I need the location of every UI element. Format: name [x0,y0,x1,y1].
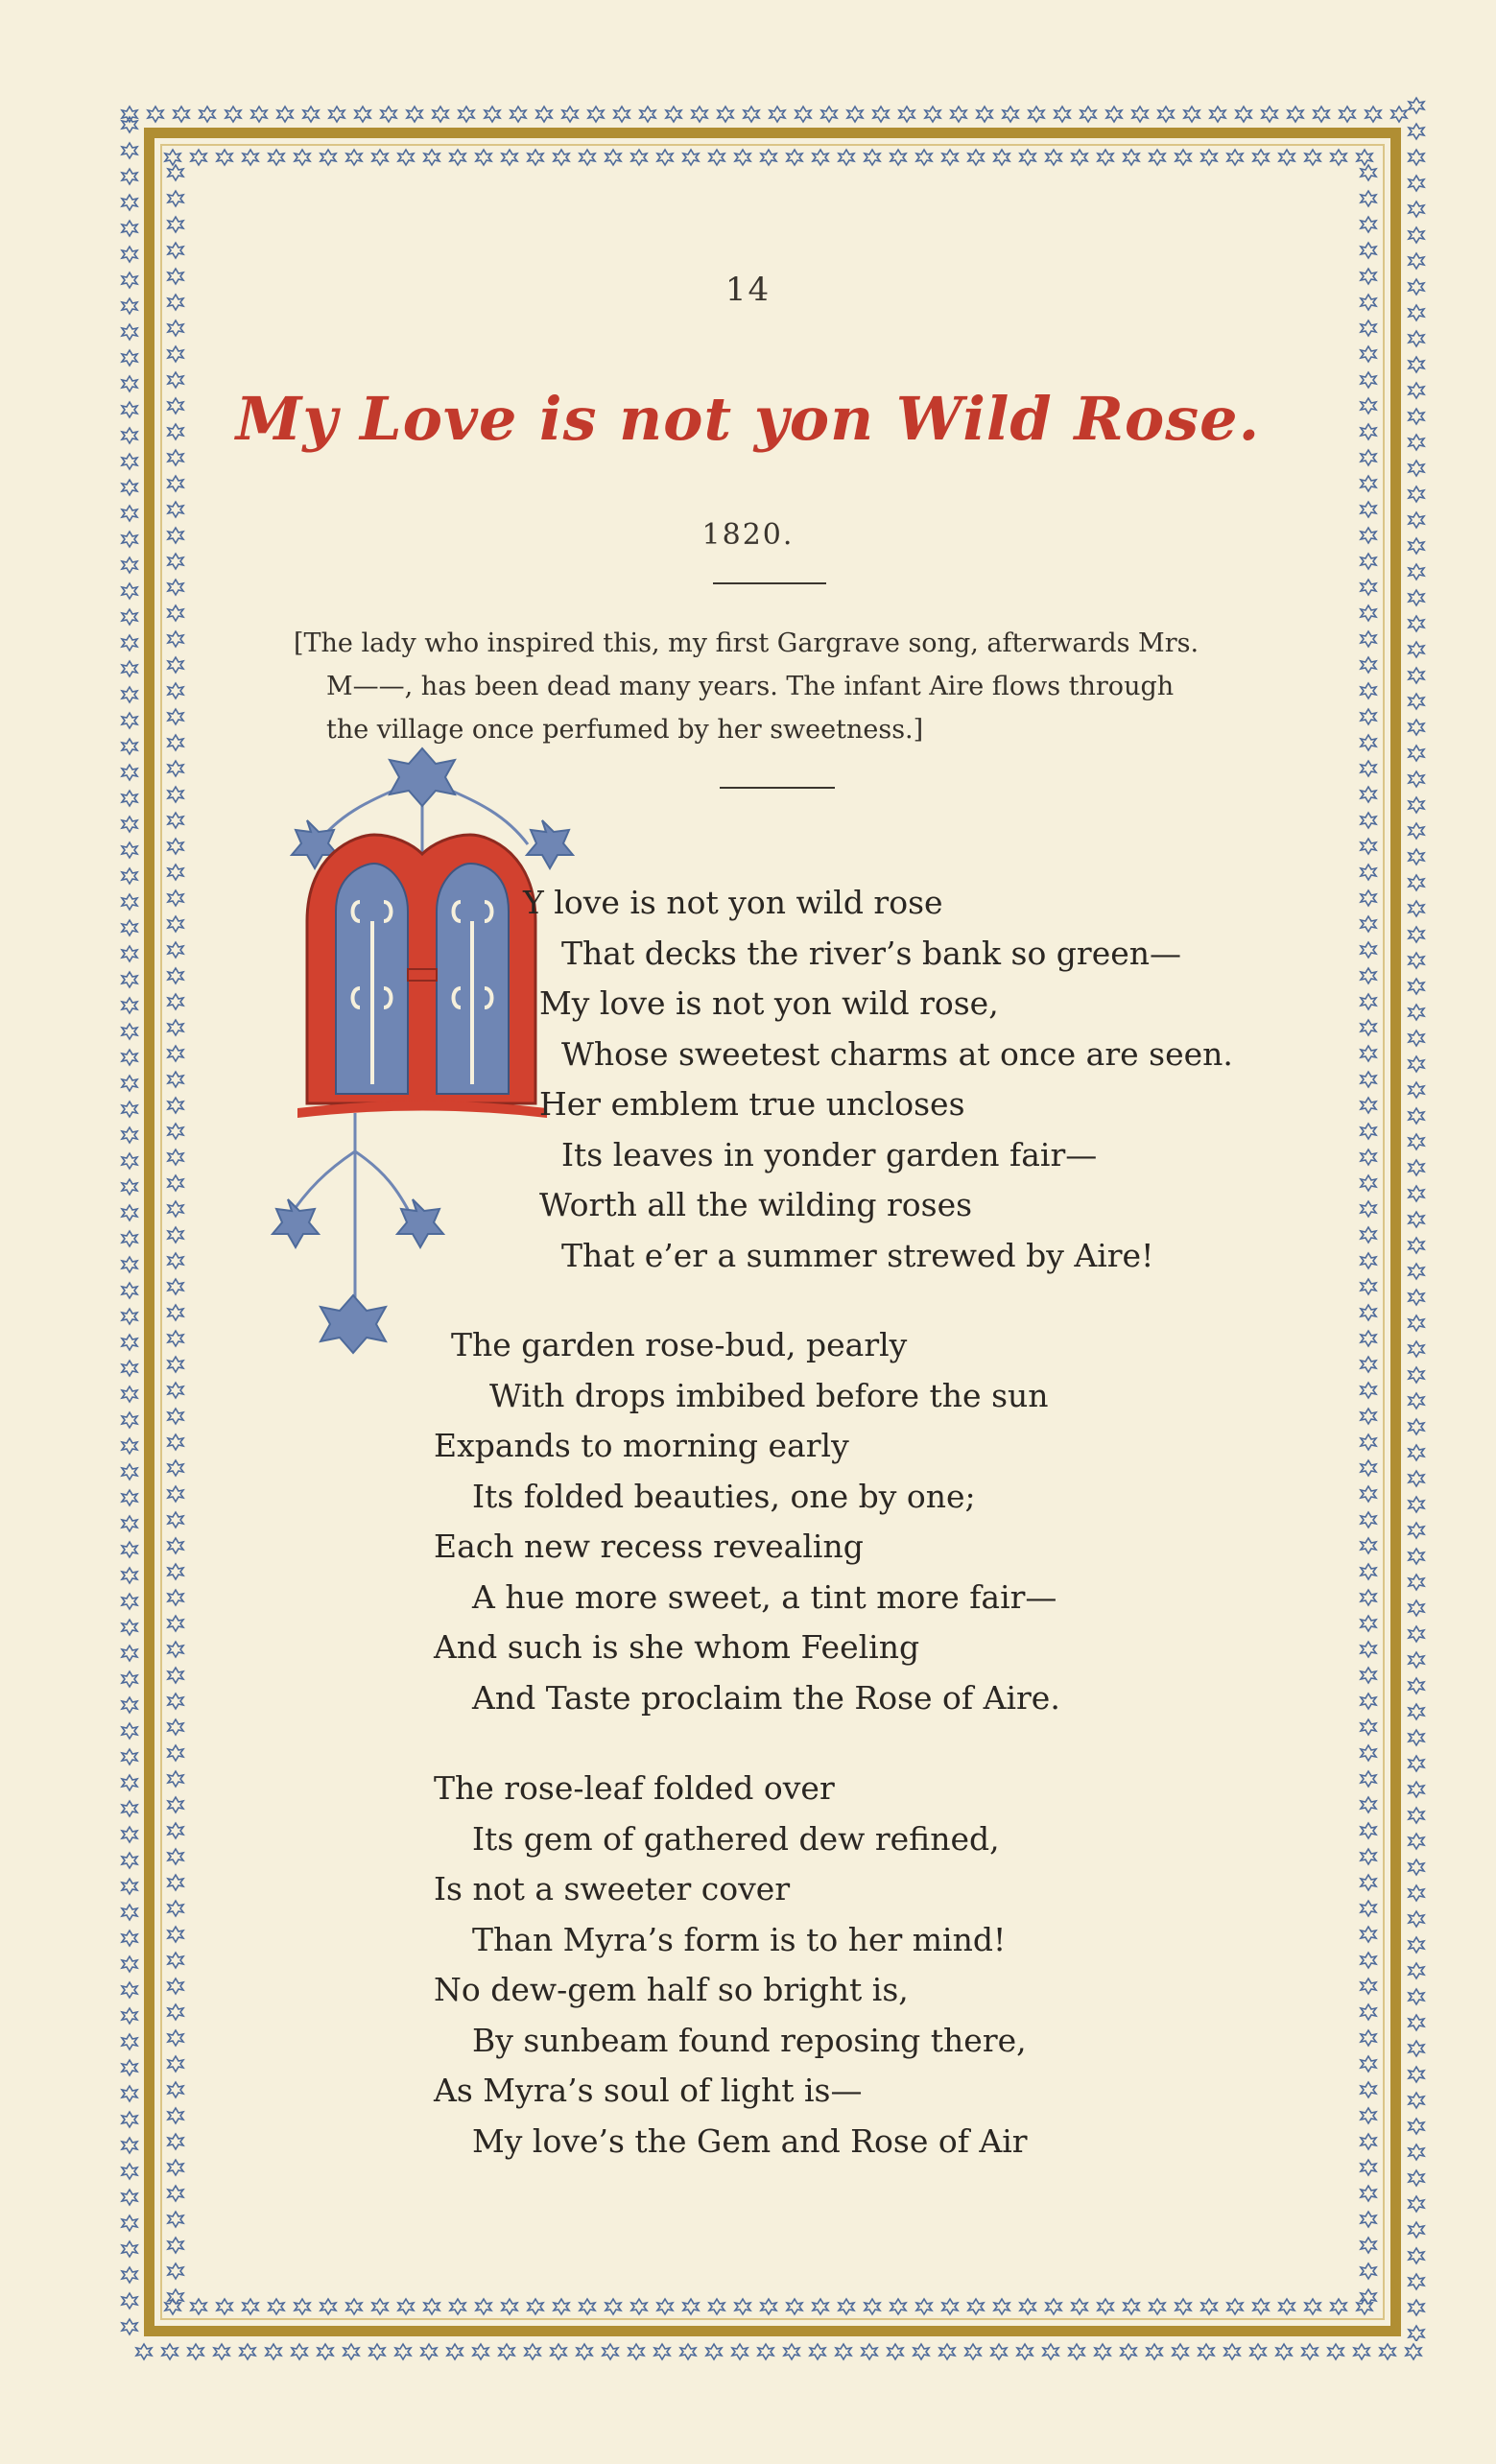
fleuron-ornament [1276,2344,1292,2359]
fleuron-ornament [122,1775,137,1790]
fleuron-ornament [292,2344,307,2359]
fleuron-ornament [122,1956,137,1972]
fleuron-ornament [836,2344,851,2359]
fleuron-ornament [122,1024,137,1039]
fleuron-ornament [240,2344,255,2359]
verse-line: That e’er a summer strewed by Aire! [561,1236,1154,1274]
fleuron-ornament [821,107,837,122]
fleuron-ornament [1409,2041,1424,2056]
fleuron-ornament [122,1361,137,1376]
fleuron-ornament [122,1205,137,1220]
fleuron-ornament [122,1309,137,1324]
fleuron-ornament [1210,107,1225,122]
fleuron-ornament [122,350,137,366]
top-outer-ornament-border [120,104,1425,125]
fleuron-ornament [122,1879,137,1894]
fleuron-ornament [1409,1730,1424,1745]
fleuron-ornament [473,2344,488,2359]
fleuron-ornament [122,1542,137,1557]
fleuron-ornament [1080,107,1096,122]
fleuron-ornament [251,107,267,122]
verse-line: And such is she whom Feeling [434,1628,920,1666]
stanza-1 [523,878,1233,1281]
fleuron-ornament [1184,107,1199,122]
fleuron-ornament [122,894,137,910]
fleuron-ornament [873,107,889,122]
fleuron-ornament [226,107,241,122]
fleuron-ornament [654,2344,670,2359]
fleuron-ornament [122,1386,137,1402]
fleuron-ornament [718,107,733,122]
fleuron-ornament [577,2344,592,2359]
poem-title: My Love is not yon Wild Rose. [235,384,1261,454]
fleuron-ornament [1409,927,1424,942]
fleuron-ornament [122,687,137,702]
fleuron-ornament [525,2344,540,2359]
fleuron-ornament [122,1179,137,1195]
fleuron-ornament [1409,1963,1424,1978]
fleuron-ornament [1224,2344,1240,2359]
fleuron-ornament [939,2344,955,2359]
fleuron-ornament [122,765,137,780]
fleuron-ornament [122,739,137,754]
fleuron-ornament [499,2344,514,2359]
fleuron-ornament [369,2344,385,2359]
verse-line: Her emblem true uncloses [539,1085,965,1123]
fleuron-ornament [965,2344,981,2359]
fleuron-ornament [1409,486,1424,502]
fleuron-ornament [1409,1652,1424,1668]
fleuron-ornament [1199,2344,1214,2359]
fleuron-ornament [810,2344,825,2359]
fleuron-ornament [162,2344,178,2359]
fleuron-ornament [122,817,137,832]
fleuron-ornament [551,2344,566,2359]
fleuron-ornament [122,609,137,625]
fleuron-ornament [1236,107,1251,122]
fleuron-ornament [1106,107,1122,122]
fleuron-ornament [588,107,604,122]
verse-line: Than Myra’s form is to her mind! [472,1920,1007,1958]
fleuron-ornament [1409,979,1424,994]
fleuron-ornament [318,2344,333,2359]
fleuron-ornament [1409,176,1424,191]
fleuron-ornament [640,107,655,122]
fleuron-ornament [1409,1471,1424,1486]
fleuron-ornament [200,107,215,122]
fleuron-ornament [122,454,137,469]
verse-line: My love’s the Gem and Rose of Air [472,2121,1028,2160]
fleuron-ornament [629,2344,644,2359]
fleuron-ornament [485,107,500,122]
fleuron-ornament [1043,2344,1058,2359]
fleuron-ornament [1409,98,1424,113]
fleuron-ornament [355,107,370,122]
fleuron-ornament [1409,1056,1424,1072]
fleuron-ornament [1409,2196,1424,2212]
fleuron-ornament [122,2319,137,2334]
fleuron-ornament [1017,2344,1033,2359]
fleuron-ornament [122,169,137,184]
fleuron-ornament [666,107,681,122]
fleuron-ornament [1409,227,1424,243]
verse-line: No dew-gem half so bright is, [434,1971,909,2008]
verse-line: Expands to morning early [434,1427,849,1464]
fleuron-ornament [1302,2344,1318,2359]
fleuron-ornament [1409,1264,1424,1279]
divider-rule [720,787,835,789]
fleuron-ornament [991,2344,1007,2359]
fleuron-ornament [888,2344,903,2359]
note-line: [The lady who inspired this, my first Gargrave song, afterwards Mrs. [294,628,1199,658]
fleuron-ornament [122,1801,137,1816]
fleuron-ornament [344,2344,359,2359]
fleuron-ornament [122,1076,137,1091]
fleuron-ornament [914,2344,929,2359]
fleuron-ornament [1409,1704,1424,1719]
fleuron-ornament [1121,2344,1136,2359]
fleuron-ornament [188,2344,203,2359]
fleuron-ornament [1095,2344,1110,2359]
fleuron-ornament [1354,2344,1369,2359]
fleuron-ornament [122,2112,137,2127]
verse-line: That decks the river’s bank so green— [561,934,1182,972]
fleuron-ornament [1173,2344,1188,2359]
fleuron-ornament [1409,2248,1424,2263]
fleuron-ornament [277,107,293,122]
fleuron-ornament [1409,1082,1424,1098]
fleuron-ornament [1069,2344,1084,2359]
fleuron-ornament [1409,124,1424,139]
verse-line: The garden rose-bud, pearly [451,1326,908,1363]
fleuron-ornament [1409,1238,1424,1253]
fleuron-ornament [122,1257,137,1272]
fleuron-ornament [122,972,137,987]
fleuron-ornament [1314,107,1329,122]
fleuron-ornament [1409,1005,1424,1020]
fleuron-ornament [122,1697,137,1713]
verse-line: The rose-leaf folded over [434,1769,835,1807]
fleuron-ornament [421,2344,437,2359]
verse-line: Worth all the wilding roses [539,1186,973,1223]
fleuron-ornament [1409,1031,1424,1046]
fleuron-ornament [136,2344,152,2359]
fleuron-ornament [122,713,137,728]
verse-line: A hue more sweet, a tint more fair— [472,1577,1057,1616]
fleuron-ornament [1409,201,1424,217]
page-number: 14 [724,271,772,309]
fleuron-ornament [692,107,707,122]
fleuron-ornament [1409,694,1424,709]
fleuron-ornament [122,480,137,495]
fleuron-ornament [1409,875,1424,890]
fleuron-ornament [706,2344,722,2359]
fleuron-ornament [122,791,137,806]
verse-line: Its folded beauties, one by one; [472,1477,976,1515]
fleuron-ornament [381,107,396,122]
fleuron-ornament [1409,616,1424,631]
fleuron-ornament [214,2344,229,2359]
fleuron-ornament [1409,1626,1424,1642]
fleuron-ornament [862,2344,877,2359]
fleuron-ornament [122,661,137,676]
fleuron-ornament [1409,1160,1424,1175]
fleuron-ornament [148,107,163,122]
fleuron-ornament [1055,107,1070,122]
fleuron-ornament [1409,2119,1424,2134]
fleuron-ornament [1409,771,1424,787]
fleuron-ornament [1409,2274,1424,2289]
fleuron-ornament [433,107,448,122]
fleuron-ornament [1409,901,1424,916]
fleuron-ornament [1158,107,1174,122]
verse-line: And Taste proclaim the Rose of Aire. [472,1678,1060,1717]
fleuron-ornament [1409,2300,1424,2315]
fleuron-ornament [1409,823,1424,839]
fleuron-ornament [758,2344,773,2359]
fleuron-ornament [1409,1523,1424,1538]
fleuron-ornament [122,1568,137,1583]
fleuron-ornament [1409,849,1424,865]
fleuron-ornament [122,1102,137,1117]
fleuron-ornament [1409,1419,1424,1434]
fleuron-ornament [122,2034,137,2049]
fleuron-ornament [1409,331,1424,346]
fleuron-ornament [122,1153,137,1169]
fleuron-ornament [122,247,137,262]
bottom-outer-ornament-border [134,2341,1425,2362]
fleuron-ornament [122,557,137,573]
fleuron-ornament [122,1671,137,1687]
fleuron-ornament [122,2241,137,2257]
fleuron-ornament [122,1231,137,1246]
fleuron-ornament [122,1723,137,1739]
fleuron-ornament [122,1464,137,1480]
fleuron-ornament [1409,2222,1424,2238]
fleuron-ornament [122,117,137,132]
fleuron-ornament [122,324,137,340]
fleuron-ornament [1340,107,1355,122]
fleuron-ornament [925,107,940,122]
fleuron-ornament [1365,107,1381,122]
fleuron-ornament [122,998,137,1013]
fleuron-ornament [122,1749,137,1765]
fleuron-ornament [770,107,785,122]
fleuron-ornament [122,2086,137,2101]
fleuron-ornament [122,2267,137,2283]
fleuron-ornament [122,2293,137,2309]
fleuron-ornament [536,107,552,122]
fleuron-ornament [1406,2344,1421,2359]
fleuron-ornament [1409,1834,1424,1849]
fleuron-ornament [122,1050,137,1065]
fleuron-ornament [744,107,759,122]
fleuron-ornament [122,1594,137,1609]
fleuron-ornament [1409,1367,1424,1383]
fleuron-ornament [1409,953,1424,968]
fleuron-ornament [122,1827,137,1842]
fleuron-ornament [122,1905,137,1920]
fleuron-ornament [1409,1678,1424,1694]
fleuron-ornament [1147,2344,1162,2359]
verse-line: By sunbeam found reposing there, [472,2021,1027,2059]
fleuron-ornament [1391,107,1407,122]
fleuron-ornament [122,1646,137,1661]
fleuron-ornament [122,1127,137,1143]
editorial-note [294,622,1272,751]
fleuron-ornament [1409,2144,1424,2160]
fleuron-ornament [395,2344,411,2359]
fleuron-ornament [847,107,863,122]
fleuron-ornament [1288,107,1303,122]
fleuron-ornament [174,107,189,122]
fleuron-ornament [122,1853,137,1868]
fleuron-ornament [795,107,811,122]
fleuron-ornament [1409,357,1424,372]
fleuron-ornament [1409,2015,1424,2030]
fleuron-ornament [303,107,319,122]
fleuron-ornament [122,2008,137,2024]
fleuron-ornament [1409,1937,1424,1953]
stanza-2 [434,1320,1060,1723]
fleuron-ornament [1029,107,1044,122]
fleuron-ornament [329,107,344,122]
fleuron-ornament [732,2344,748,2359]
fleuron-ornament [122,2060,137,2075]
fleuron-ornament [459,107,474,122]
fleuron-ornament [1409,1393,1424,1409]
fleuron-ornament [122,920,137,936]
fleuron-ornament [1409,1212,1424,1227]
fleuron-ornament [1409,2326,1424,2341]
fleuron-ornament [122,635,137,651]
fleuron-ornament [1262,107,1277,122]
fleuron-ornament [122,1335,137,1350]
note-line: M——, has been dead many years. The infant Aire flows through [326,672,1175,701]
verse-line: My love is not yon wild rose, [539,984,999,1022]
fleuron-ornament [1003,107,1018,122]
fleuron-ornament [1409,1549,1424,1564]
fleuron-ornament [122,195,137,210]
verse-line: Its leaves in yonder garden fair— [561,1135,1098,1173]
verse-line: Its gem of gathered dew refined, [472,1819,1000,1858]
fleuron-ornament [1409,797,1424,813]
verse-line: Each new recess revealing [434,1528,864,1565]
fleuron-ornament [1409,1885,1424,1901]
verse-line: Y love is not yon wild rose [523,884,943,921]
verse-line: With drops imbibed before the sun [489,1376,1049,1414]
fleuron-ornament [614,107,629,122]
fleuron-ornament [1409,746,1424,761]
fleuron-ornament [784,2344,799,2359]
fleuron-ornament [1409,150,1424,165]
fleuron-ornament [1409,1290,1424,1305]
fleuron-ornament [1409,720,1424,735]
fleuron-ornament [122,946,137,961]
fleuron-ornament [1409,1989,1424,2004]
fleuron-ornament [511,107,526,122]
fleuron-ornament [951,107,966,122]
fleuron-ornament [977,107,992,122]
fleuron-ornament [1409,1860,1424,1875]
fleuron-ornament [899,107,914,122]
fleuron-ornament [447,2344,463,2359]
fleuron-ornament [1409,1756,1424,1771]
stanza-3 [434,1764,1028,2167]
fleuron-ornament [1409,2067,1424,2082]
fleuron-ornament [1409,2093,1424,2108]
fleuron-ornament [1409,1497,1424,1512]
fleuron-ornament [1409,1315,1424,1331]
fleuron-ornament [122,2138,137,2153]
fleuron-ornament [1409,1782,1424,1797]
fleuron-ornament [1409,1911,1424,1927]
verse-line: As Myra’s soul of light is— [434,2072,863,2109]
fleuron-ornament [1409,590,1424,605]
fleuron-ornament [1409,642,1424,657]
fleuron-ornament [1328,2344,1343,2359]
fleuron-ornament [122,868,137,884]
fleuron-ornament [122,1931,137,1946]
fleuron-ornament [122,1620,137,1635]
fleuron-ornament [1250,2344,1266,2359]
fleuron-ornament [1409,1134,1424,1149]
fleuron-ornament [1409,564,1424,580]
fleuron-ornament [1409,253,1424,269]
note-line: the village once perfumed by her sweetness.] [326,715,924,745]
fleuron-ornament [122,842,137,858]
fleuron-ornament [1409,1341,1424,1357]
fleuron-ornament [1409,668,1424,683]
fleuron-ornament [122,1516,137,1531]
fleuron-ornament [122,2190,137,2205]
fleuron-ornament [122,1982,137,1998]
fleuron-ornament [1132,107,1148,122]
fleuron-ornament [122,1412,137,1428]
fleuron-ornament [680,2344,696,2359]
fleuron-ornament [122,1490,137,1505]
verse-line: Is not a sweeter cover [434,1870,791,1907]
fleuron-ornament [1409,1186,1424,1201]
fleuron-ornament [1409,1808,1424,1823]
divider-rule [713,582,826,584]
fleuron-ornament [122,143,137,158]
fleuron-ornament [407,107,422,122]
fleuron-ornament [603,2344,618,2359]
fleuron-ornament [1409,1445,1424,1460]
fleuron-ornament [122,1438,137,1454]
fleuron-ornament [1380,2344,1395,2359]
fleuron-ornament [1409,1575,1424,1590]
fleuron-ornament [562,107,578,122]
verse-line: Whose sweetest charms at once are seen. [561,1034,1233,1073]
fleuron-ornament [122,583,137,599]
fleuron-ornament [122,1283,137,1298]
fleuron-ornament [122,2215,137,2231]
fleuron-ornament [1409,461,1424,476]
fleuron-ornament [1409,1108,1424,1124]
fleuron-ornament [266,2344,281,2359]
poem-year: 1820. [701,518,795,552]
fleuron-ornament [122,2164,137,2179]
fleuron-ornament [1409,1600,1424,1616]
fleuron-ornament [122,221,137,236]
fleuron-ornament [1409,2170,1424,2186]
